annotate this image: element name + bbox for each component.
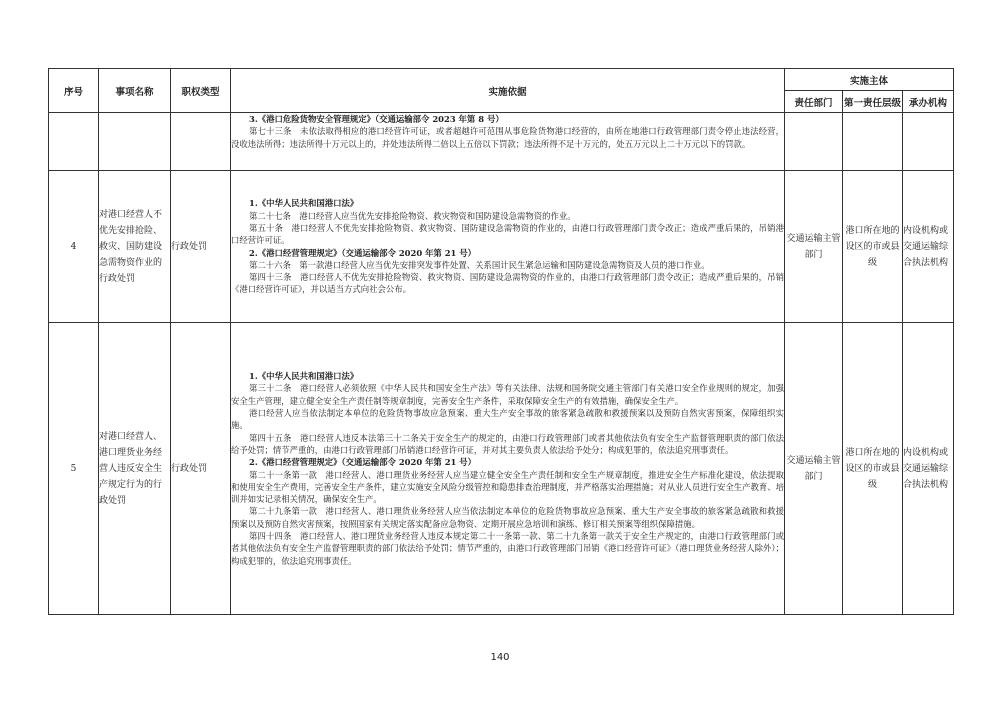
table-row xyxy=(49,323,954,615)
law-clause: 第四十三条 港口经营人不优先安排抢险物资、救灾物资、国防建设急需物资的作业的，由港口行政管理部门责令改正；造成严重后果的，吊销《港口经营许可证》，并以适当方式向社会公布。 xyxy=(231,272,784,295)
row-seq: 4 xyxy=(49,171,99,323)
row-authority-type: 行政处罚 xyxy=(171,171,231,323)
law-clause: 港口经营人应当依法制定本单位的危险货物事故应急预案、重大生产安全事故的旅客紧急疏散和救援预案以及预防自然灾害预案，保障组织实施。 xyxy=(231,408,784,431)
law-clause: 第四十五条 港口经营人违反本法第三十二条关于安全生产的规定的，由港口行政管理部门或者其他依法负有安全生产监督管理职责的部门依法给予处罚；情节严重的，由港口行政管理部门吊销港口经营许可证，并对其主要负责人依法给予处分；构成犯罪的，依法追究刑事责任。 xyxy=(231,432,784,455)
law-title: 2.《港口经营管理规定》（交通运输部令 2020 年第 21 号） xyxy=(249,457,477,468)
law-clause: 第四十四条 港口经营人、港口理货业务经营人违反本规定第二十一条第一款、第二十九条第一款关于安全生产规定的，由港口行政管理部门或者其他依法负有安全生产监督管理职责的部门依法给予处罚；情节严重的，由港口行政管理部门吊销《港口经营许可证》（港口理货业务经营人除外）；构成犯罪的，依法追究刑事责任。 xyxy=(231,530,784,566)
page-number: 140 xyxy=(490,652,510,663)
law-clause: 第二十一条第一款 港口经营人、港口理货业务经营人应当建立健全安全生产责任制和安全生产规章制度，推进安全生产标准化建设，依法提取和使用安全生产费用，完善安全生产条件，建立实施安全风险分级管控和隐患排查治理制度，并严格落实治理措施；对从业人员进行安全生产教育、培训并如实记录相关情况，确保安全生产。 xyxy=(231,469,784,505)
row-first-level: 港口所在地的设区的市或县级 xyxy=(843,323,903,615)
row-basis xyxy=(231,113,785,171)
law-title: 1.《中华人民共和国港口法》 xyxy=(249,198,359,209)
law-title: 3.《港口危险货物安全管理规定》（交通运输部令 2023 年第 8 号） xyxy=(249,114,504,124)
row-basis xyxy=(231,171,785,323)
header-name: 事项名称 xyxy=(99,69,171,113)
header-seq: 序号 xyxy=(49,69,99,113)
header-basis: 实施依据 xyxy=(231,69,785,113)
row-authority-type xyxy=(171,113,231,171)
law-clause: 第五十条 港口经营人不优先安排抢险物资、救灾物资、国防建设急需物资的作业的，由港口行政管理部门责令改正；造成严重后果的，吊销港口经营许可证。 xyxy=(231,222,784,246)
row-seq: 5 xyxy=(49,323,99,615)
row-seq xyxy=(49,113,99,171)
row-handling-org: 内设机构或交通运输综合执法机构 xyxy=(903,171,954,323)
law-clause: 第二十七条 港口经营人应当优先安排抢险物资、救灾物资和国防建设急需物资的作业。 xyxy=(249,210,576,221)
header-subject: 实施主体 xyxy=(785,69,954,91)
law-clause: 第七十三条 未依法取得相应的港口经营许可证，或者超越许可范围从事危险货物港口经营的，由所在地港口行政管理部门责令停止违法经营，没收违法所得；违法所得十万元以上的，并处违法所得二倍以上五倍以下罚款；违法所得不足十万元的，处五万元以上二十万元以下的罚款。 xyxy=(231,126,784,149)
law-clause: 第二十九条第一款 港口经营人、港口理货业务经营人应当依法制定本单位的危险货物事故应急预案、重大生产安全事故的旅客紧急疏散和救援预案以及预防自然灾害预案，按照国家有关规定落实配备应急物资、定期开展应急培训和演练、修订相关预案等组织保障措施。 xyxy=(231,506,784,529)
row-item-name: 对港口经营人不优先安排抢险、救灾、国防建设急需物资作业的行政处罚 xyxy=(99,171,171,323)
row-responsible-dept: 交通运输主管部门 xyxy=(785,171,843,323)
row-handling-org xyxy=(903,113,954,171)
row-item-name xyxy=(99,113,171,171)
row-first-level xyxy=(843,113,903,171)
law-title: 1.《中华人民共和国港口法》 xyxy=(249,371,359,382)
law-clause: 第二十六条 第一款港口经营人应当优先安排突发事件处置、关系国计民生紧急运输和国防建设急需物资及人员的港口作业。 xyxy=(249,259,710,270)
law-title: 2.《港口经营管理规定》（交通运输部令 2020 年第 21 号） xyxy=(249,247,477,258)
header-type: 职权类型 xyxy=(171,69,231,113)
row-basis xyxy=(231,323,785,615)
row-first-level: 港口所在地的设区的市或县级 xyxy=(843,171,903,323)
row-responsible-dept xyxy=(785,113,843,171)
header-level: 第一责任层级 xyxy=(843,91,903,113)
row-item-name: 对港口经营人、港口理货业务经营人违反安全生产规定行为的行政处罚 xyxy=(99,323,171,615)
table-row xyxy=(49,113,954,171)
row-responsible-dept: 交通运输主管部门 xyxy=(785,323,843,615)
table-row xyxy=(49,171,954,323)
header-org: 承办机构 xyxy=(903,91,954,113)
row-authority-type: 行政处罚 xyxy=(171,323,231,615)
authority-table xyxy=(48,68,954,615)
header-dept: 责任部门 xyxy=(785,91,843,113)
row-handling-org: 内设机构或交通运输综合执法机构 xyxy=(903,323,954,615)
law-clause: 第三十二条 港口经营人必须依照《中华人民共和国安全生产法》等有关法律、法规和国务院交通主管部门有关港口安全作业规则的规定，加强安全生产管理，建立健全安全生产责任制等规章制度，完善安全生产条件，采取保障安全生产的有效措施，确保安全生产。 xyxy=(231,383,784,406)
